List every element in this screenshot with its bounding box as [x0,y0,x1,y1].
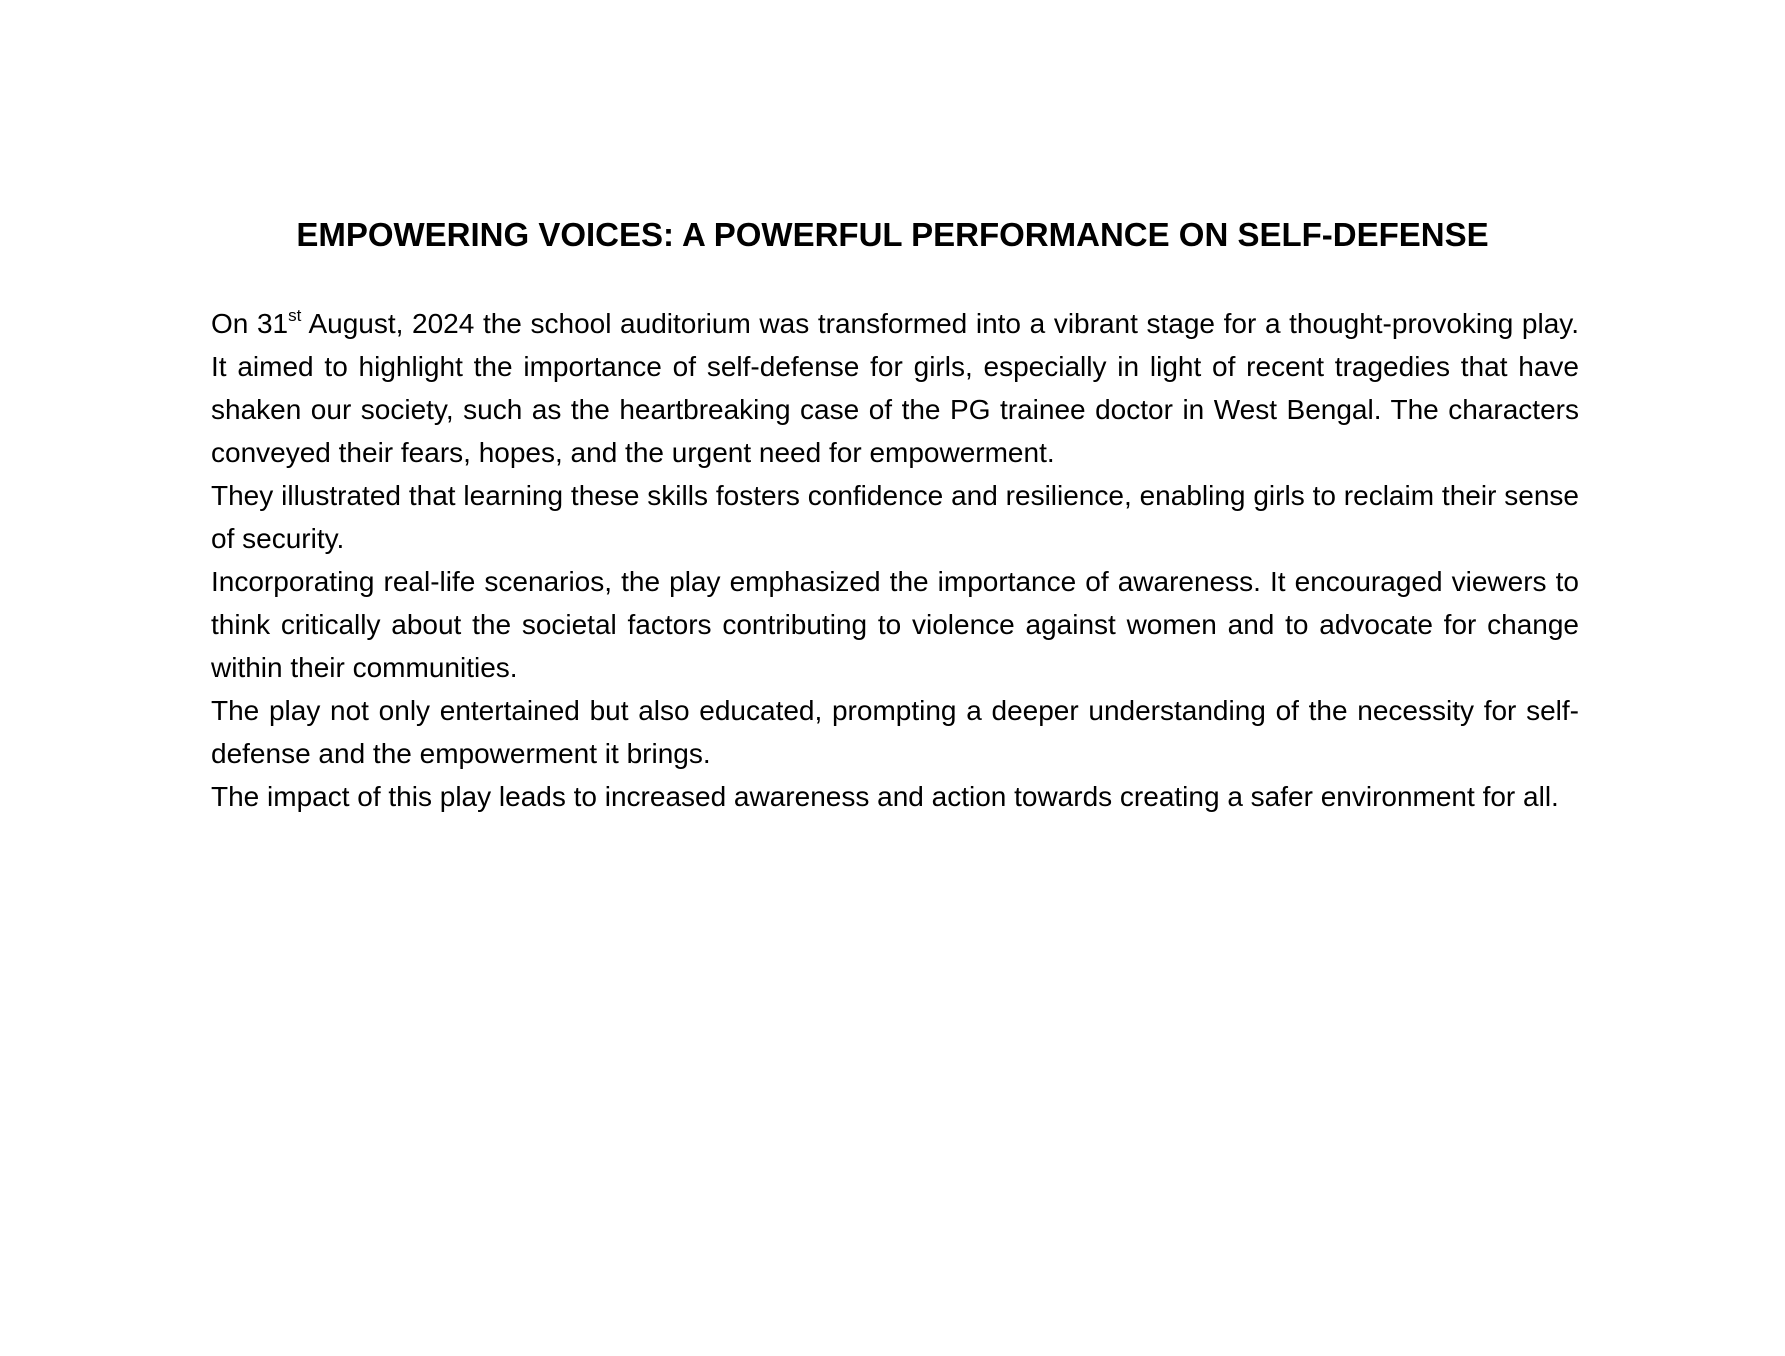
paragraph-education: The play not only entertained but also educated, prompting a deeper understanding of the necessity for self-defense and the empowerment it brings. [211,695,1579,769]
paragraph-intro [211,302,1579,474]
paragraph-confidence: They illustrated that learning these skills fosters confidence and resilience, enabling girls to reclaim their sense of security. [211,480,1579,554]
ordinal-suffix: st [288,306,302,325]
date-prefix: On 31 [211,308,289,339]
page-title: EMPOWERING VOICES: A POWERFUL PERFORMANCE ON SELF-DEFENSE [296,216,1489,253]
intro-text: August, 2024 the school auditorium was transformed into a vibrant stage for a thought-provoking play. It aimed to highlight the importance of self-defense for girls, especially in light of recent tragedies that have shaken our society, such as the heartbreaking case of the PG trainee doctor in West Bengal. The characters conveyed their fears, hopes, and the urgent need for empowerment. [211,308,1579,468]
paragraph-awareness: Incorporating real-life scenarios, the play emphasized the importance of awareness. It encouraged viewers to think critically about the societal factors contributing to violence against women and to advocate for change within their communities. [211,566,1579,683]
body-text [211,302,1579,818]
paragraph-impact: The impact of this play leads to increased awareness and action towards creating a safer environment for all. [211,781,1559,812]
